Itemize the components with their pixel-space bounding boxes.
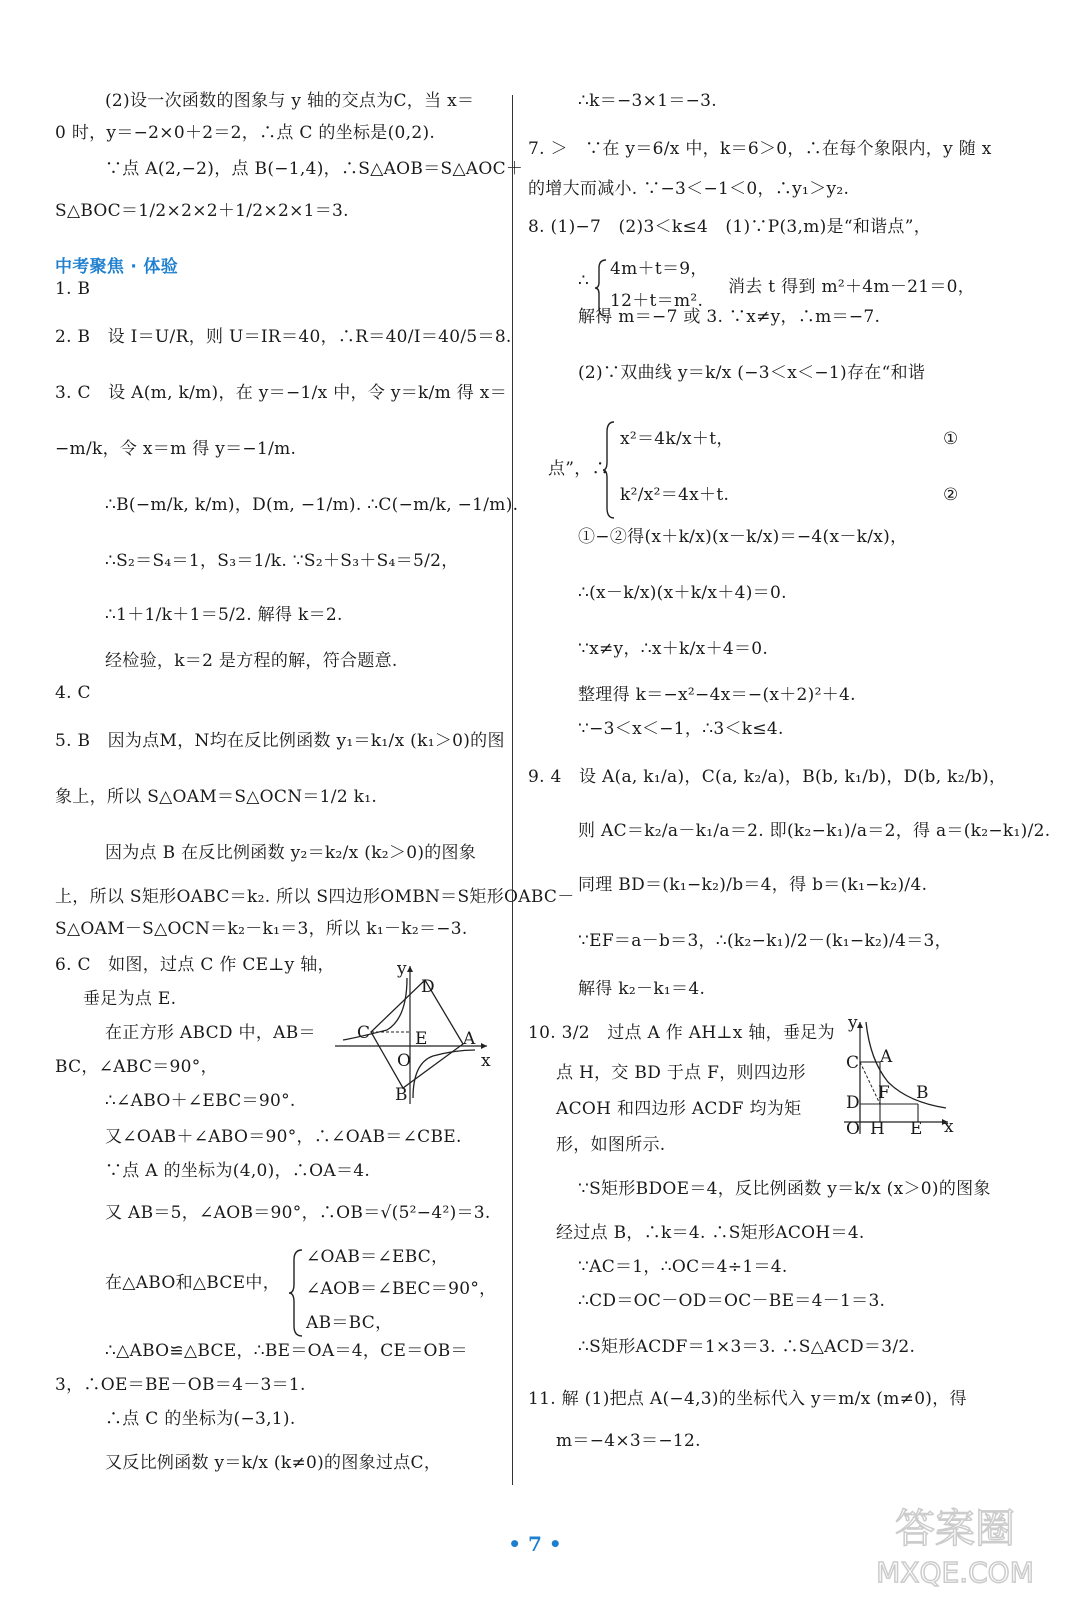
brace6-line-2: ∠AOB＝∠BEC＝90°，: [306, 1279, 497, 1299]
label-H: H: [870, 1119, 886, 1139]
right-line: ∴(x－k/x)(x＋k/x＋4)＝0.: [578, 583, 787, 603]
left-line: 又 AB＝5，∠AOB＝90°，∴OB＝√(5²−4²)＝3.: [105, 1203, 491, 1223]
right-line: ∴CD＝OC－OD＝OC－BE＝4－1＝3.: [578, 1291, 886, 1311]
system8-note: 消去 t 得到 m²＋4m－21＝0，: [728, 277, 976, 297]
label-F: F: [878, 1083, 891, 1103]
label-A: A: [880, 1047, 893, 1067]
left-line: 上，所以 S矩形OABC＝k₂. 所以 S四边形OMBN＝S矩形OABC－: [55, 887, 575, 907]
left-line: S△OAM－S△OCN＝k₂－k₁＝3，所以 k₁－k₂＝−3.: [55, 919, 468, 939]
label-y: y: [397, 959, 407, 979]
right-line: 11. 解 (1)把点 A(−4,3)的坐标代入 y＝m/x (m≠0)，得: [528, 1389, 967, 1409]
right-line: (2)∵双曲线 y＝k/x (−3＜x＜−1)存在“和谐: [578, 363, 926, 383]
brace-icon: [594, 258, 610, 318]
right-line: 8. (1)−7 (2)3＜k≤4 (1)∵P(3,m)是“和谐点”，: [528, 217, 932, 237]
right-line: 的增大而减小. ∵−3＜−1＜0，∴y₁＞y₂.: [528, 179, 850, 199]
system8b-lead: 点”，∴: [548, 459, 609, 479]
right-line: 经过点 B，∴k＝4. ∴S矩形ACOH＝4.: [556, 1223, 865, 1243]
right-line: ∴k＝−3×1＝−3.: [578, 91, 718, 111]
right-line: ∵EF＝a－b＝3，∴(k₂−k₁)/2－(k₁−k₂)/4＝3，: [578, 931, 952, 951]
figure-10-rectangles: [838, 1012, 958, 1144]
left-line: 因为点 B 在反比例函数 y₂＝k₂/x (k₂＞0)的图象: [105, 843, 477, 863]
circled-two: ②: [943, 485, 959, 505]
right-line: 点 H，交 BD 于点 F，则四边形: [556, 1063, 806, 1083]
left-line: BC，∠ABC＝90°，: [55, 1057, 218, 1077]
label-O: O: [397, 1051, 412, 1071]
right-line: 7. ＞ ∵在 y＝6/x 中，k＝6＞0，∴在每个象限内，y 随 x: [528, 139, 992, 159]
left-line: ∴S₂＝S₄＝1，S₃＝1/k. ∵S₂＋S₃＋S₄＝5/2，: [105, 551, 459, 571]
label-A: A: [463, 1029, 476, 1049]
left-line: 在正方形 ABCD 中，AB＝: [105, 1023, 316, 1043]
left-line: S△BOC＝1/2×2×2＋1/2×2×1＝3.: [55, 201, 349, 221]
brace-icon: [288, 1248, 308, 1338]
right-line: m＝−4×3＝−12.: [556, 1431, 701, 1451]
label-E: E: [415, 1029, 428, 1049]
right-line: 整理得 k＝−x²−4x＝−(x＋2)²＋4.: [578, 685, 856, 705]
watermark-logo: [855, 1490, 1055, 1590]
brace6-line-3: AB＝BC，: [306, 1313, 393, 1333]
left-line: 5. B 因为点M，N均在反比例函数 y₁＝k₁/x (k₁＞0)的图: [55, 731, 505, 751]
right-line: 解得 m＝−7 或 3. ∵x≠y，∴m＝−7.: [578, 307, 881, 327]
left-line: 6. C 如图，过点 C 作 CE⊥y 轴，: [55, 955, 335, 975]
left-line: ∵点 A 的坐标为(4,0)，∴OA＝4.: [105, 1161, 371, 1181]
label-x: x: [481, 1051, 491, 1071]
left-line: 0 时，y＝−2×0＋2＝2，∴点 C 的坐标是(0,2).: [55, 123, 436, 143]
system8-line-1: 4m＋t＝9，: [610, 259, 708, 279]
left-line: 4. C: [55, 683, 91, 703]
right-line: ∵AC＝1，∴OC＝4÷1＝4.: [578, 1257, 788, 1277]
label-O: O: [846, 1119, 861, 1139]
brace6-line-1: ∠OAB＝∠EBC，: [306, 1247, 449, 1267]
right-line: ①−②得(x＋k/x)(x－k/x)＝−4(x－k/x)，: [578, 527, 908, 547]
label-D: D: [846, 1093, 860, 1113]
brace-system-6: [288, 1247, 497, 1342]
right-line: 同理 BD＝(k₁−k₂)/b＝4，得 b＝(k₁−k₂)/4.: [578, 875, 928, 895]
right-line: ∵x≠y，∴x＋k/x＋4＝0.: [578, 639, 769, 659]
left-line: 3. C 设 A(m, k/m)，在 y＝−1/x 中，令 y＝k/m 得 x＝: [55, 383, 507, 403]
circled-one: ①: [943, 429, 959, 449]
left-line: (2)设一次函数的图象与 y 轴的交点为C，当 x＝: [105, 91, 475, 111]
label-C: C: [357, 1023, 371, 1043]
label-B: B: [395, 1085, 408, 1105]
left-line: 1. B: [55, 279, 91, 299]
section-title: 中考聚焦 · 体验: [55, 257, 178, 277]
left-line: 在△ABO和△BCE中，: [105, 1273, 280, 1293]
system8b-line-1: x²＝4k/x＋t，: [620, 429, 734, 449]
left-line: 2. B 设 I＝U/R，则 U＝IR＝40，∴R＝40/I＝40/5＝8.: [55, 327, 512, 347]
left-line: ∴∠ABO＋∠EBC＝90°.: [105, 1091, 296, 1111]
left-line: −m/k，令 x＝m 得 y＝−1/m.: [55, 439, 297, 459]
label-B: B: [916, 1083, 929, 1103]
left-line: 又反比例函数 y＝k/x (k≠0)的图象过点C，: [105, 1453, 442, 1473]
svg-text:答案圈: 答案圈: [895, 1506, 1015, 1552]
left-line: 象上，所以 S△OAM＝S△OCN＝1/2 k₁.: [55, 787, 378, 807]
label-C: C: [846, 1053, 860, 1073]
right-line: 形，如图所示.: [556, 1135, 666, 1155]
label-y: y: [848, 1013, 858, 1033]
system8-line-2: 12＋t＝m².: [610, 291, 704, 311]
svg-text:MXQE.COM: MXQE.COM: [876, 1556, 1034, 1589]
right-line: ACOH 和四边形 ACDF 均为矩: [556, 1099, 802, 1119]
right-line: 则 AC＝k₂/a－k₁/a＝2. 即(k₂−k₁)/a＝2，得 a＝(k₂−k₁)/2.: [578, 821, 1051, 841]
right-line: ∵S矩形BDOE＝4，反比例函数 y＝k/x (x＞0)的图象: [578, 1179, 991, 1199]
left-line: 3，∴OE＝BE－OB＝4－3＝1.: [55, 1375, 306, 1395]
left-line: 又∠OAB＋∠ABO＝90°，∴∠OAB＝∠CBE.: [105, 1127, 462, 1147]
left-line: ∴1＋1/k＋1＝5/2. 解得 k＝2.: [105, 605, 343, 625]
right-line: 9. 4 设 A(a, k₁/a)，C(a, k₂/a)，B(b, k₁/b)，D(b, k₂/b)，: [528, 767, 1007, 787]
column-divider: [512, 95, 513, 1485]
label-D: D: [421, 977, 435, 997]
right-line: ∵−3＜x＜−1，∴3＜k≤4.: [578, 719, 784, 739]
left-line: 经检验，k＝2 是方程的解，符合题意.: [105, 651, 398, 671]
label-E: E: [910, 1119, 923, 1139]
left-line: ∴点 C 的坐标为(−3,1).: [105, 1409, 296, 1429]
figure-6-square-hyperbola: [335, 958, 495, 1112]
right-line: 10. 3/2 过点 A 作 AH⊥x 轴，垂足为: [528, 1023, 835, 1043]
left-line: ∴B(−m/k, k/m)，D(m, −1/m). ∴C(−m/k, −1/m).: [105, 495, 519, 515]
left-line: ∴△ABO≌△BCE，∴BE＝OA＝4，CE＝OB＝: [105, 1341, 468, 1361]
page-number: • 7 •: [508, 1532, 562, 1556]
system8b-line-2: k²/x²＝4x＋t.: [620, 485, 730, 505]
label-x: x: [944, 1117, 954, 1137]
brace-icon: [602, 420, 618, 520]
right-line: 解得 k₂－k₁＝4.: [578, 979, 706, 999]
left-line: 垂足为点 E.: [83, 989, 177, 1009]
left-line: ∵点 A(2,−2)，点 B(−1,4)，∴S△AOB＝S△AOC＋: [105, 159, 524, 179]
right-line: ∴S矩形ACDF＝1×3＝3. ∴S△ACD＝3/2.: [578, 1337, 916, 1357]
